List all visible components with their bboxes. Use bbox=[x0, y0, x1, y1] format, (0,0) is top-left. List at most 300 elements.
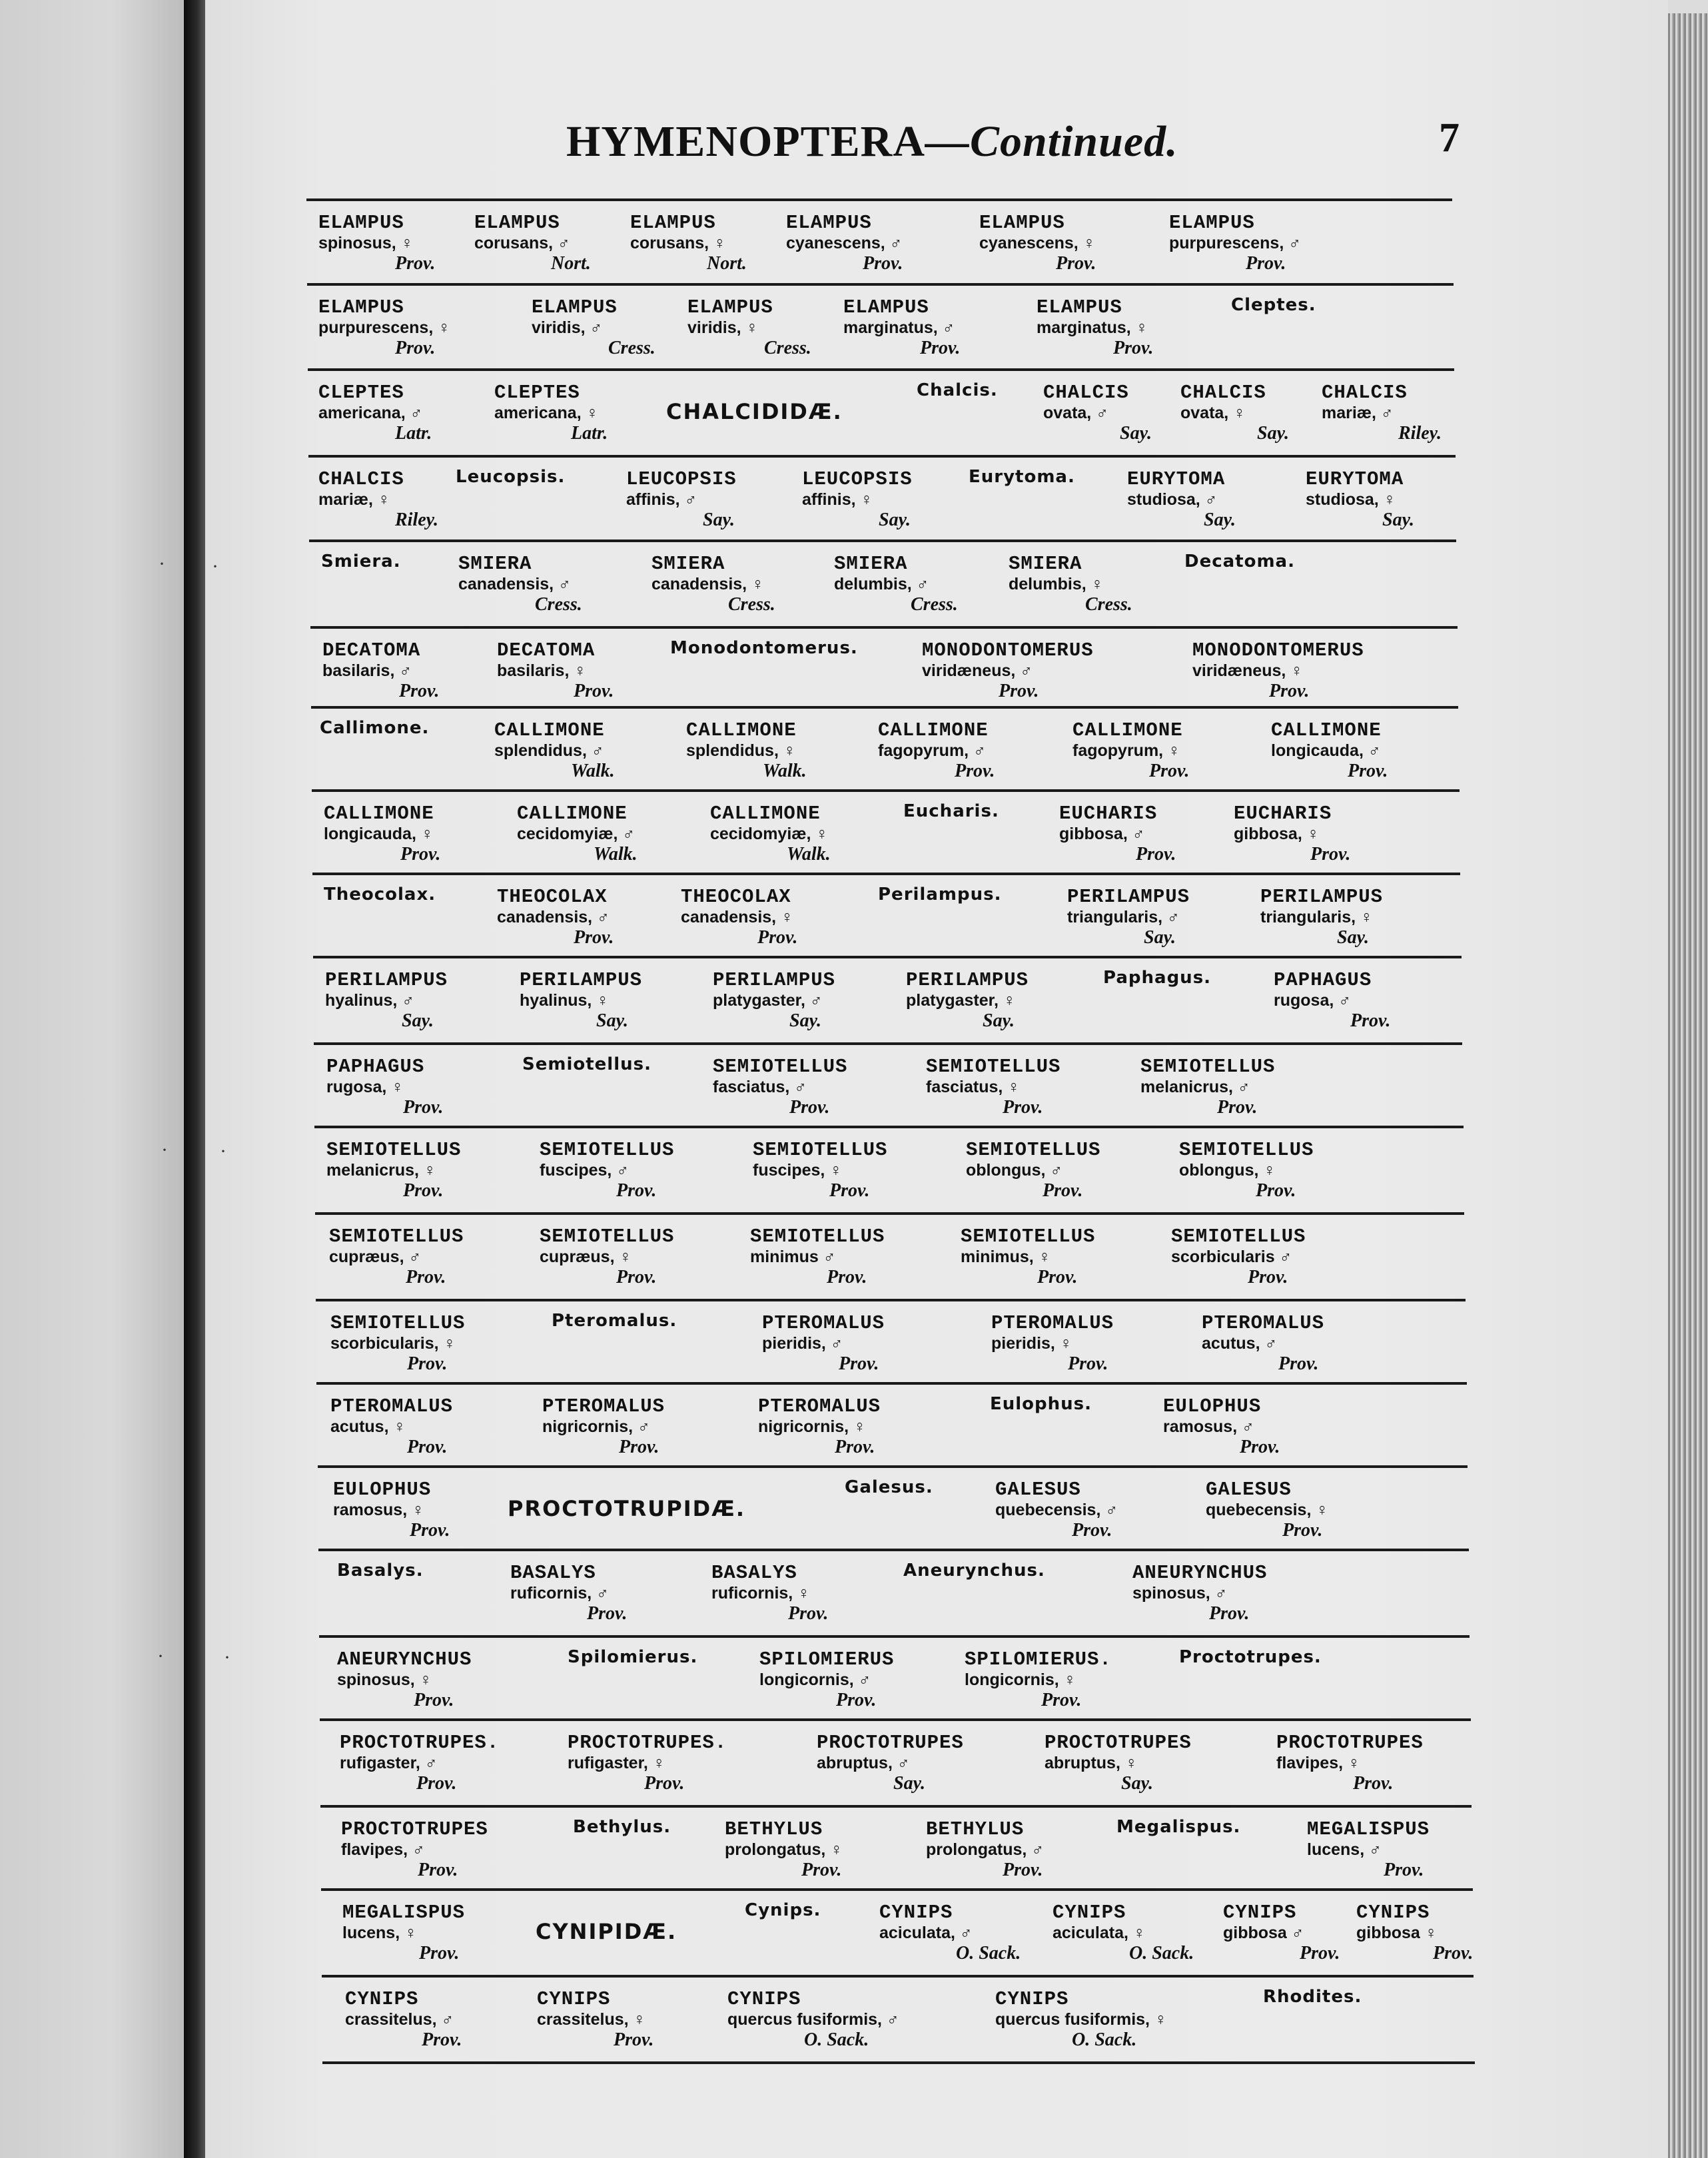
species-name: canadensis, ♀ bbox=[651, 575, 764, 593]
specimen-label bbox=[1202, 1313, 1324, 1373]
species-name: corusans, ♂ bbox=[474, 234, 570, 252]
author-name: Prov. bbox=[407, 1353, 448, 1374]
specimen-label bbox=[753, 1140, 887, 1200]
genus-name: PERILAMPUS bbox=[325, 969, 448, 991]
author-name: Prov. bbox=[1072, 1520, 1112, 1541]
genus-name: SEMIOTELLUS bbox=[1171, 1226, 1306, 1248]
row-divider bbox=[314, 1126, 1464, 1128]
genus-name: BASALYS bbox=[711, 1562, 797, 1584]
species-name: platygaster, ♂ bbox=[713, 991, 823, 1010]
genus-name: DECATOMA bbox=[497, 639, 596, 661]
genus-name: ELAMPUS bbox=[474, 212, 560, 234]
specimen-label bbox=[1307, 1820, 1430, 1880]
species-name: minimus ♂ bbox=[750, 1248, 836, 1266]
genus-heading: Proctotrupes. bbox=[1179, 1647, 1322, 1667]
specimen-label bbox=[750, 1227, 885, 1287]
row-divider bbox=[312, 873, 1461, 875]
species-name: platygaster, ♀ bbox=[906, 991, 1016, 1010]
author-name: Say. bbox=[893, 1773, 925, 1794]
genus-name: PROCTOTRUPES bbox=[1276, 1732, 1424, 1754]
genus-name: PROCTOTRUPES bbox=[341, 1818, 488, 1840]
specimen-label bbox=[759, 1650, 894, 1710]
species-name: gibbosa ♂ bbox=[1223, 1924, 1304, 1942]
specimen-label bbox=[1171, 1227, 1306, 1287]
species-name: fuscipes, ♂ bbox=[540, 1161, 630, 1180]
genus-name: CALLIMONE bbox=[1072, 719, 1183, 741]
author-name: Prov. bbox=[827, 1267, 867, 1287]
genus-name: ANEURYNCHUS bbox=[337, 1648, 472, 1670]
author-name: Prov. bbox=[616, 1180, 657, 1201]
row-divider bbox=[306, 198, 1452, 201]
genus-name: PTEROMALUS bbox=[991, 1312, 1114, 1334]
author-name: Prov. bbox=[395, 253, 436, 274]
family-heading: CYNIPIDÆ. bbox=[536, 1919, 677, 1944]
author-name: Prov. bbox=[835, 1437, 875, 1457]
species-name: gibbosa, ♀ bbox=[1234, 825, 1320, 843]
genus-heading: Cleptes. bbox=[1231, 295, 1316, 315]
species-name: spinosus, ♀ bbox=[337, 1670, 432, 1689]
author-name: Prov. bbox=[403, 1180, 444, 1201]
species-name: cecidomyiæ, ♀ bbox=[710, 825, 829, 843]
author-name: Prov. bbox=[616, 1267, 657, 1287]
species-name: quercus fusiformis, ♂ bbox=[727, 2010, 899, 2029]
species-name: lucens, ♀ bbox=[342, 1924, 417, 1942]
author-name: O. Sack. bbox=[1072, 2029, 1137, 2050]
species-name: prolongatus, ♀ bbox=[725, 1840, 843, 1859]
row-divider bbox=[319, 1635, 1470, 1638]
author-name: Prov. bbox=[1240, 1437, 1280, 1457]
specimen-label bbox=[326, 1140, 461, 1200]
species-name: rugosa, ♀ bbox=[326, 1078, 404, 1096]
genus-name: ELAMPUS bbox=[843, 296, 929, 318]
author-name: Prov. bbox=[829, 1180, 870, 1201]
specimen-label bbox=[330, 1397, 453, 1457]
genus-name: GALESUS bbox=[1206, 1479, 1292, 1501]
species-name: triangularis, ♀ bbox=[1260, 908, 1373, 926]
genus-name: CALLIMONE bbox=[494, 719, 605, 741]
family-heading: PROCTOTRUPIDÆ. bbox=[508, 1496, 746, 1521]
book-gutter bbox=[184, 0, 205, 2158]
genus-name: PERILAMPUS bbox=[1260, 886, 1384, 908]
author-name: Cress. bbox=[608, 338, 655, 358]
species-name: nigricornis, ♂ bbox=[542, 1417, 650, 1436]
page-number: 7 bbox=[1439, 115, 1460, 161]
author-name: Say. bbox=[879, 510, 911, 530]
genus-name: ELAMPUS bbox=[1037, 296, 1122, 318]
author-name: Prov. bbox=[644, 1773, 685, 1794]
genus-name: CHALCIS bbox=[1322, 382, 1408, 404]
species-name: affinis, ♂ bbox=[626, 490, 697, 509]
species-name: canadensis, ♂ bbox=[458, 575, 571, 593]
species-name: aciculata, ♂ bbox=[879, 1924, 973, 1942]
author-name: Prov. bbox=[1248, 1267, 1288, 1287]
author-name: Prov. bbox=[614, 2029, 654, 2050]
species-name: viridis, ♀ bbox=[687, 318, 759, 337]
genus-name: ELAMPUS bbox=[786, 212, 872, 234]
author-name: Say. bbox=[1337, 927, 1369, 948]
author-name: Prov. bbox=[414, 1690, 454, 1710]
species-name: americana, ♂ bbox=[318, 404, 423, 422]
specimen-label bbox=[329, 1227, 464, 1287]
genus-name: PROCTOTRUPES. bbox=[340, 1732, 500, 1754]
genus-name: ELAMPUS bbox=[1169, 212, 1255, 234]
genus-name: CYNIPS bbox=[727, 1988, 801, 2010]
species-name: rugosa, ♂ bbox=[1274, 991, 1351, 1010]
species-name: acutus, ♂ bbox=[1202, 1334, 1278, 1353]
specimen-label bbox=[520, 970, 642, 1030]
genus-heading: Pteromalus. bbox=[552, 1311, 677, 1331]
genus-heading: Basalys. bbox=[337, 1561, 424, 1581]
species-name: cecidomyiæ, ♂ bbox=[517, 825, 636, 843]
genus-name: PTEROMALUS bbox=[1202, 1312, 1325, 1334]
author-name: Prov. bbox=[1149, 761, 1190, 781]
specimen-label bbox=[326, 1057, 443, 1117]
author-name: Say. bbox=[789, 1010, 821, 1031]
specimen-label bbox=[686, 721, 807, 781]
author-name: Prov. bbox=[1003, 1860, 1043, 1880]
genus-name: EUCHARIS bbox=[1234, 803, 1332, 825]
genus-name: CYNIPS bbox=[345, 1988, 419, 2010]
author-name: Riley. bbox=[395, 510, 439, 530]
author-name: Say. bbox=[1204, 510, 1236, 530]
specimen-label bbox=[681, 887, 797, 947]
author-name: Prov. bbox=[1282, 1520, 1323, 1541]
genus-name: SEMIOTELLUS bbox=[753, 1139, 888, 1161]
species-name: fasciatus, ♀ bbox=[926, 1078, 1021, 1096]
genus-name: SEMIOTELLUS bbox=[961, 1226, 1096, 1248]
genus-heading: Chalcis. bbox=[917, 380, 998, 400]
specimen-label bbox=[711, 1563, 828, 1623]
specimen-label bbox=[786, 213, 903, 273]
genus-name: PTEROMALUS bbox=[542, 1395, 665, 1417]
genus-name: THEOCOLAX bbox=[497, 886, 608, 908]
author-name: Prov. bbox=[1256, 1180, 1296, 1201]
genus-name: MEGALISPUS bbox=[1307, 1818, 1430, 1840]
row-divider bbox=[309, 540, 1456, 542]
specimen-label bbox=[318, 383, 432, 443]
specimen-label bbox=[318, 298, 450, 358]
species-name: abruptus, ♀ bbox=[1045, 1754, 1138, 1772]
author-name: O. Sack. bbox=[1129, 1943, 1194, 1964]
row-divider bbox=[308, 368, 1454, 371]
specimen-label bbox=[817, 1733, 964, 1793]
genus-name: SPILOMIERUS bbox=[759, 1648, 895, 1670]
specimen-label bbox=[322, 641, 439, 701]
species-name: affinis, ♀ bbox=[802, 490, 873, 509]
species-name: ovata, ♀ bbox=[1180, 404, 1246, 422]
genus-name: EUCHARIS bbox=[1059, 803, 1158, 825]
genus-name: EULOPHUS bbox=[333, 1479, 432, 1501]
row-divider bbox=[320, 1718, 1471, 1721]
genus-name: ELAMPUS bbox=[630, 212, 716, 234]
margin-speck: · bbox=[224, 1646, 230, 1668]
species-name: spinosus, ♂ bbox=[1132, 1584, 1228, 1603]
species-name: rufigaster, ♂ bbox=[340, 1754, 438, 1772]
specimen-label bbox=[906, 970, 1029, 1030]
genus-name: SEMIOTELLUS bbox=[329, 1226, 464, 1248]
row-divider bbox=[310, 626, 1458, 629]
species-name: cyanescens, ♂ bbox=[786, 234, 903, 252]
species-name: quebecensis, ♂ bbox=[995, 1501, 1118, 1519]
author-name: Prov. bbox=[410, 1520, 450, 1541]
genus-heading: Theocolax. bbox=[324, 885, 436, 904]
specimen-label bbox=[1140, 1057, 1275, 1117]
specimen-label bbox=[710, 804, 831, 864]
author-name: Walk. bbox=[763, 761, 807, 781]
specimen-label bbox=[1163, 1397, 1280, 1457]
author-name: Prov. bbox=[1310, 844, 1351, 865]
row-divider bbox=[315, 1212, 1464, 1215]
author-name: Prov. bbox=[1217, 1097, 1258, 1118]
species-name: longicornis, ♀ bbox=[965, 1670, 1076, 1689]
genus-name: BASALYS bbox=[510, 1562, 596, 1584]
species-name: canadensis, ♂ bbox=[497, 908, 610, 926]
genus-heading: Galesus. bbox=[845, 1477, 933, 1497]
species-name: acutus, ♀ bbox=[330, 1417, 406, 1436]
genus-name: PAPHAGUS bbox=[1274, 969, 1372, 991]
author-name: Cress. bbox=[764, 338, 811, 358]
species-name: longicauda, ♀ bbox=[324, 825, 434, 843]
specimen-label bbox=[802, 470, 913, 530]
facing-page-edge bbox=[0, 0, 184, 2158]
genus-name: CALLIMONE bbox=[1271, 719, 1382, 741]
genus-heading: Perilampus. bbox=[878, 885, 1002, 904]
genus-name: CLEPTES bbox=[494, 382, 580, 404]
specimen-label bbox=[834, 554, 958, 614]
specimen-label bbox=[341, 1820, 488, 1880]
genus-name: BETHYLUS bbox=[725, 1818, 823, 1840]
species-name: delumbis, ♀ bbox=[1009, 575, 1104, 593]
specimen-label bbox=[1067, 887, 1190, 947]
author-name: Prov. bbox=[419, 1943, 460, 1964]
genus-name: BETHYLUS bbox=[926, 1818, 1025, 1840]
specimen-label bbox=[497, 887, 614, 947]
species-name: abruptus, ♂ bbox=[817, 1754, 910, 1772]
genus-name: CYNIPS bbox=[879, 1902, 953, 1924]
specimen-label bbox=[474, 213, 591, 273]
specimen-label bbox=[651, 554, 775, 614]
specimen-label bbox=[1271, 721, 1388, 781]
author-name: Prov. bbox=[406, 1267, 446, 1287]
species-name: nigricornis, ♀ bbox=[758, 1417, 866, 1436]
genus-name: SEMIOTELLUS bbox=[1179, 1139, 1314, 1161]
author-name: Walk. bbox=[787, 844, 831, 865]
author-name: Nort. bbox=[551, 253, 591, 274]
genus-name: SEMIOTELLUS bbox=[750, 1226, 885, 1248]
row-divider bbox=[312, 789, 1460, 792]
author-name: Prov. bbox=[999, 681, 1039, 701]
specimen-label bbox=[1072, 721, 1189, 781]
author-name: Prov. bbox=[839, 1353, 879, 1374]
row-divider bbox=[322, 2061, 1475, 2064]
genus-name: ELAMPUS bbox=[687, 296, 773, 318]
author-name: Riley. bbox=[1398, 423, 1442, 444]
specimen-label bbox=[843, 298, 960, 358]
author-name: Prov. bbox=[863, 253, 903, 274]
specimen-label bbox=[458, 554, 582, 614]
page-header bbox=[566, 117, 1178, 167]
row-divider bbox=[311, 706, 1459, 709]
specimen-label bbox=[568, 1733, 727, 1793]
author-name: Prov. bbox=[403, 1097, 444, 1118]
species-name: fagopyrum, ♂ bbox=[878, 741, 986, 760]
genus-heading: Bethylus. bbox=[573, 1817, 671, 1837]
specimen-label bbox=[1179, 1140, 1314, 1200]
genus-name: SMIERA bbox=[1009, 553, 1082, 575]
species-name: ramosus, ♀ bbox=[333, 1501, 424, 1519]
species-name: studiosa, ♂ bbox=[1127, 490, 1218, 509]
specimen-label bbox=[345, 1989, 462, 2049]
species-name: pieridis, ♂ bbox=[762, 1334, 843, 1353]
species-name: ovata, ♂ bbox=[1043, 404, 1108, 422]
author-name: Prov. bbox=[574, 927, 614, 948]
specimen-label bbox=[1169, 213, 1301, 273]
author-name: Say. bbox=[703, 510, 735, 530]
specimen-label bbox=[630, 213, 747, 273]
specimen-label bbox=[926, 1057, 1061, 1117]
author-name: Prov. bbox=[757, 927, 798, 948]
species-name: quercus fusiformis, ♀ bbox=[995, 2010, 1167, 2029]
author-name: Prov. bbox=[1068, 1353, 1108, 1374]
species-name: crassitelus, ♂ bbox=[345, 2010, 454, 2029]
specimen-label bbox=[687, 298, 811, 358]
specimen-label bbox=[961, 1227, 1095, 1287]
specimen-label bbox=[542, 1397, 665, 1457]
row-divider bbox=[322, 1975, 1474, 1978]
row-divider bbox=[321, 1888, 1473, 1891]
author-name: Say. bbox=[596, 1010, 628, 1031]
genus-name: LEUCOPSIS bbox=[802, 468, 913, 490]
author-name: Prov. bbox=[1113, 338, 1154, 358]
specimen-label bbox=[318, 213, 435, 273]
species-name: cupræus, ♂ bbox=[329, 1248, 422, 1266]
genus-heading: Rhodites. bbox=[1263, 1987, 1362, 2007]
species-name: purpurescens, ♀ bbox=[318, 318, 450, 337]
row-divider bbox=[318, 1465, 1468, 1468]
author-name: Prov. bbox=[1269, 681, 1310, 701]
margin-speck: · bbox=[161, 1139, 168, 1161]
specimen-label bbox=[1192, 641, 1364, 701]
author-name: Say. bbox=[1257, 423, 1289, 444]
margin-speck: · bbox=[159, 553, 165, 575]
genus-name: PERILAMPUS bbox=[520, 969, 643, 991]
genus-heading: Aneurynchus. bbox=[903, 1561, 1045, 1581]
genus-name: MONODONTOMERUS bbox=[1192, 639, 1364, 661]
author-name: Say. bbox=[983, 1010, 1015, 1031]
genus-name: PTEROMALUS bbox=[762, 1312, 885, 1334]
specimen-label bbox=[1009, 554, 1132, 614]
genus-name: PERILAMPUS bbox=[906, 969, 1029, 991]
author-name: Say. bbox=[402, 1010, 434, 1031]
specimen-label bbox=[727, 1989, 899, 2049]
specimen-label bbox=[1059, 804, 1176, 864]
author-name: Say. bbox=[1382, 510, 1414, 530]
author-name: Prov. bbox=[1384, 1860, 1424, 1880]
author-name: Prov. bbox=[407, 1437, 448, 1457]
author-name: Prov. bbox=[1278, 1353, 1319, 1374]
species-name: ramosus, ♂ bbox=[1163, 1417, 1254, 1436]
species-name: flavipes, ♂ bbox=[341, 1840, 425, 1859]
genus-name: EURYTOMA bbox=[1306, 468, 1404, 490]
genus-name: SEMIOTELLUS bbox=[326, 1139, 462, 1161]
genus-heading: Eulophus. bbox=[990, 1394, 1092, 1414]
margin-speck: · bbox=[157, 1645, 164, 1667]
genus-name: CALLIMONE bbox=[517, 803, 628, 825]
specimen-label bbox=[758, 1397, 881, 1457]
author-name: Say. bbox=[1121, 1773, 1153, 1794]
author-name: Prov. bbox=[920, 338, 961, 358]
specimen-label bbox=[497, 641, 614, 701]
specimen-label bbox=[1274, 970, 1390, 1030]
species-name: americana, ♀ bbox=[494, 404, 599, 422]
species-name: splendidus, ♂ bbox=[494, 741, 604, 760]
specimen-label bbox=[965, 1650, 1112, 1710]
genus-heading: Leucopsis. bbox=[456, 467, 566, 487]
row-divider bbox=[316, 1382, 1466, 1385]
genus-name: CYNIPS bbox=[1223, 1902, 1297, 1924]
genus-heading: Semiotellus. bbox=[522, 1054, 651, 1074]
specimen-label bbox=[324, 804, 440, 864]
genus-name: PTEROMALUS bbox=[758, 1395, 881, 1417]
genus-name: PERILAMPUS bbox=[713, 969, 836, 991]
genus-name: EURYTOMA bbox=[1127, 468, 1226, 490]
author-name: Prov. bbox=[836, 1690, 877, 1710]
species-name: canadensis, ♀ bbox=[681, 908, 793, 926]
genus-name: SEMIOTELLUS bbox=[713, 1056, 848, 1078]
genus-name: ANEURYNCHUS bbox=[1132, 1562, 1268, 1584]
genus-name: SMIERA bbox=[651, 553, 725, 575]
species-name: melanicrus, ♂ bbox=[1140, 1078, 1250, 1096]
species-name: crassitelus, ♀ bbox=[537, 2010, 646, 2029]
margin-speck: · bbox=[220, 1140, 226, 1162]
genus-name: CHALCIS bbox=[318, 468, 404, 490]
author-name: Prov. bbox=[422, 2029, 462, 2050]
species-name: spinosus, ♀ bbox=[318, 234, 414, 252]
genus-name: SEMIOTELLUS bbox=[926, 1056, 1061, 1078]
genus-heading: Cynips. bbox=[745, 1900, 821, 1920]
author-name: Walk. bbox=[571, 761, 615, 781]
species-name: hyalinus, ♀ bbox=[520, 991, 610, 1010]
species-name: marginatus, ♂ bbox=[843, 318, 955, 337]
genus-heading: Paphagus. bbox=[1103, 968, 1212, 988]
author-name: Prov. bbox=[1433, 1943, 1474, 1964]
genus-name: PROCTOTRUPES. bbox=[568, 1732, 727, 1754]
genus-name: CALLIMONE bbox=[710, 803, 821, 825]
species-name: rufigaster, ♀ bbox=[568, 1754, 665, 1772]
specimen-label bbox=[1043, 383, 1152, 443]
genus-name: SEMIOTELLUS bbox=[1140, 1056, 1276, 1078]
species-name: aciculata, ♀ bbox=[1053, 1924, 1146, 1942]
specimen-label bbox=[494, 383, 608, 443]
author-name: Cress. bbox=[911, 594, 958, 615]
genus-name: CYNIPS bbox=[537, 1988, 611, 2010]
author-name: Cress. bbox=[728, 594, 775, 615]
specimen-label bbox=[1132, 1563, 1267, 1623]
species-name: viridæneus, ♀ bbox=[1192, 661, 1304, 680]
specimen-label bbox=[318, 470, 438, 530]
genus-name: SMIERA bbox=[458, 553, 532, 575]
species-name: oblongus, ♂ bbox=[966, 1161, 1063, 1180]
author-name: O. Sack. bbox=[804, 2029, 869, 2050]
genus-name: SPILOMIERUS. bbox=[965, 1648, 1112, 1670]
genus-heading: Eucharis. bbox=[903, 801, 999, 821]
genus-name: SEMIOTELLUS bbox=[540, 1139, 675, 1161]
author-name: Walk. bbox=[594, 844, 638, 865]
genus-name: MEGALISPUS bbox=[342, 1902, 466, 1924]
specimen-label bbox=[540, 1140, 674, 1200]
author-name: Prov. bbox=[418, 1860, 458, 1880]
specimen-label bbox=[1053, 1903, 1194, 1963]
